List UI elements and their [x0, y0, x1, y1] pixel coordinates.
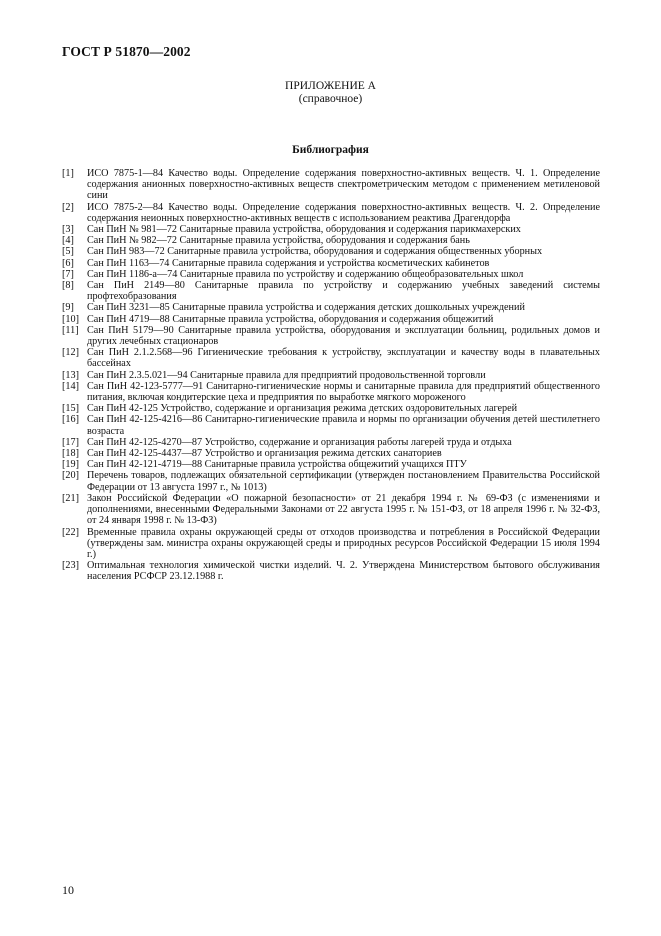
- page-number: 10: [62, 883, 74, 897]
- bibliography-entry-text: Перечень товаров, подлежащих обязательной сертификации (утвержден постановлением Правительства Российской Федерации от 13 августа 1997 г., № 1013): [87, 470, 600, 493]
- bibliography-entry-number: [20]: [62, 470, 79, 482]
- bibliography-entry-text: Сан ПиН 4719—88 Санитарные правила устройства, оборудования и содержания общежитий: [87, 313, 494, 325]
- bibliography-title: Библиография: [292, 144, 369, 156]
- bibliography-entry-number: [17]: [62, 436, 79, 448]
- bibliography-entry-number: [22]: [62, 526, 79, 538]
- bibliography-entry-number: [14]: [62, 380, 79, 392]
- bibliography-entry-text: ИСО 7875-1—84 Качество воды. Определение содержания поверхностно-активных веществ. Ч. 1. Определение содержания анионных поверхностно-активных веществ спектрометрическим методом с применением метиленовой сини: [87, 168, 600, 202]
- bibliography-entry: [62, 403, 600, 414]
- bibliography-entry: [62, 202, 600, 224]
- bibliography-entry: [62, 314, 600, 325]
- appendix-note: (справочное): [298, 93, 363, 105]
- bibliography-entry: [62, 280, 600, 302]
- bibliography-entry-number: [4]: [62, 235, 74, 247]
- bibliography-entry: [62, 414, 600, 436]
- bibliography-entry-text: Сан ПиН 3231—85 Санитарные правила устройства и содержания детских дошкольных учреждений: [87, 302, 525, 314]
- bibliography-entry-text: Сан ПиН 1186-а—74 Санитарные правила по устройству и содержанию общеобразовательных школ: [87, 268, 524, 280]
- bibliography-entry-text: Сан ПиН 1163—74 Санитарные правила содержания и устройства косметических кабинетов: [87, 257, 490, 269]
- bibliography-entry: [62, 325, 600, 347]
- bibliography-entry-number: [11]: [62, 324, 79, 336]
- bibliography-entry-number: [23]: [62, 560, 79, 572]
- bibliography-entry-text: Сан ПиН 5179—90 Санитарные правила устройства, оборудования и эксплуатации больниц, родильных домов и других лечебных стационаров: [87, 324, 600, 348]
- bibliography-entry-number: [10]: [62, 313, 79, 325]
- bibliography-entry-text: Сан ПиН 42-121-4719—88 Санитарные правила устройства общежитий учащихся ПТУ: [87, 459, 467, 471]
- bibliography-entry-number: [5]: [62, 246, 74, 258]
- bibliography-entry-number: [8]: [62, 280, 74, 292]
- bibliography-entry-text: Сан ПиН 2.1.2.568—96 Гигиенические требования к устройству, эксплуатации и качеству воды в плавательных бассейнах: [87, 347, 600, 370]
- bibliography-entry: [62, 235, 600, 246]
- bibliography-entry: [62, 437, 600, 448]
- bibliography-entry-text: Сан ПиН 42-125-4216—86 Санитарно-гигиенические правила и нормы по организации обучения детей шестилетнего возраста: [87, 414, 600, 437]
- bibliography-entry-text: Сан ПиН № 982—72 Санитарные правила устройства, оборудования и содержания бань: [87, 235, 470, 247]
- bibliography-entry-number: [21]: [62, 492, 79, 504]
- bibliography-entry-number: [18]: [62, 448, 79, 460]
- bibliography-entry-number: [9]: [62, 302, 74, 314]
- bibliography-entry: [62, 527, 600, 561]
- bibliography-entry: [62, 470, 600, 492]
- bibliography-entry: [62, 370, 600, 381]
- bibliography-entry-number: [7]: [62, 268, 74, 280]
- bibliography-entry-text: Сан ПиН № 981—72 Санитарные правила устройства, оборудования и содержания парикмахерских: [87, 224, 521, 236]
- bibliography-entry-number: [15]: [62, 403, 79, 415]
- bibliography-entry-number: [3]: [62, 224, 74, 236]
- bibliography-entry-text: Сан ПиН 42-123-5777—91 Санитарно-гигиенические нормы и санитарные правила для предприятий общественного питания, включая кондитерские цеха и предприятия по выработке мягкого мороженого: [87, 380, 600, 404]
- bibliography-entry: [62, 302, 600, 313]
- bibliography-entry: [62, 246, 600, 257]
- bibliography-entry: [62, 347, 600, 369]
- bibliography-entry: [62, 560, 600, 582]
- bibliography-entry-text: Сан ПиН 983—72 Санитарные правила устройства, оборудования и содержания общественных уборных: [87, 246, 543, 258]
- bibliography-entry-text: Оптимальная технология химической чистки изделий. Ч. 2. Утверждена Министерством бытового обслуживания населения РСФСР 23.12.1988 г.: [87, 560, 600, 583]
- bibliography-entry-text: Сан ПиН 42-125-4270—87 Устройство, содержание и организация работы лагерей труда и отдыха: [87, 436, 512, 448]
- bibliography-entry: [62, 448, 600, 459]
- bibliography-entry-text: Сан ПиН 42-125 Устройство, содержание и организация режима детских оздоровительных лагерей: [87, 403, 518, 415]
- bibliography-entry-number: [2]: [62, 201, 74, 213]
- bibliography-entry: [62, 459, 600, 470]
- bibliography-entry: [62, 224, 600, 235]
- bibliography-entry: [62, 269, 600, 280]
- bibliography-entry-number: [19]: [62, 459, 79, 471]
- bibliography-entry-number: [16]: [62, 414, 79, 426]
- bibliography-entry-number: [1]: [62, 168, 74, 179]
- bibliography-entry: [62, 168, 600, 202]
- appendix-label: ПРИЛОЖЕНИЕ А: [285, 80, 376, 92]
- bibliography-entry-text: Сан ПиН 2.3.5.021—94 Санитарные правила для предприятий продовольственной торговли: [87, 369, 486, 381]
- bibliography-entry: [62, 381, 600, 403]
- bibliography-entry-text: ИСО 7875-2—84 Качество воды. Определение содержания поверхностно-активных веществ. Ч. 2. Определение содержания неионных поверхностно-активных веществ с использованием реактива Драгендорфа: [87, 201, 600, 224]
- bibliography-entry-number: [13]: [62, 369, 79, 381]
- bibliography-entry-text: Сан ПиН 2149—80 Санитарные правила по устройству и содержанию учебных заведений системы профтехобразования: [87, 280, 600, 303]
- bibliography-list: [62, 168, 600, 583]
- document-header: ГОСТ Р 51870—2002: [62, 44, 191, 59]
- bibliography-entry-text: Закон Российской Федерации «О пожарной безопасности» от 21 декабря 1994 г. № 69-ФЗ (с изменениями и дополнениями, внесенными Федеральными Законами от 22 августа 1995 г. № 151-ФЗ, от 18 апреля 1996 г. № 32-ФЗ, от 24 января 1998 г. № 13-ФЗ): [87, 492, 600, 527]
- bibliography-entry-text: Временные правила охраны окружающей среды от отходов производства и потребления в Российской Федерации (утверждены зам. министра охраны окружающей среды и природных ресурсов Российской Федерации 15 июля 1994 г.): [87, 526, 600, 560]
- bibliography-entry-number: [6]: [62, 257, 74, 269]
- bibliography-entry-text: Сан ПиН 42-125-4437—87 Устройство и организация режима детских санаториев: [87, 448, 442, 460]
- bibliography-entry: [62, 258, 600, 269]
- bibliography-entry-number: [12]: [62, 347, 79, 359]
- bibliography-entry: [62, 493, 600, 527]
- appendix-block: [0, 80, 661, 106]
